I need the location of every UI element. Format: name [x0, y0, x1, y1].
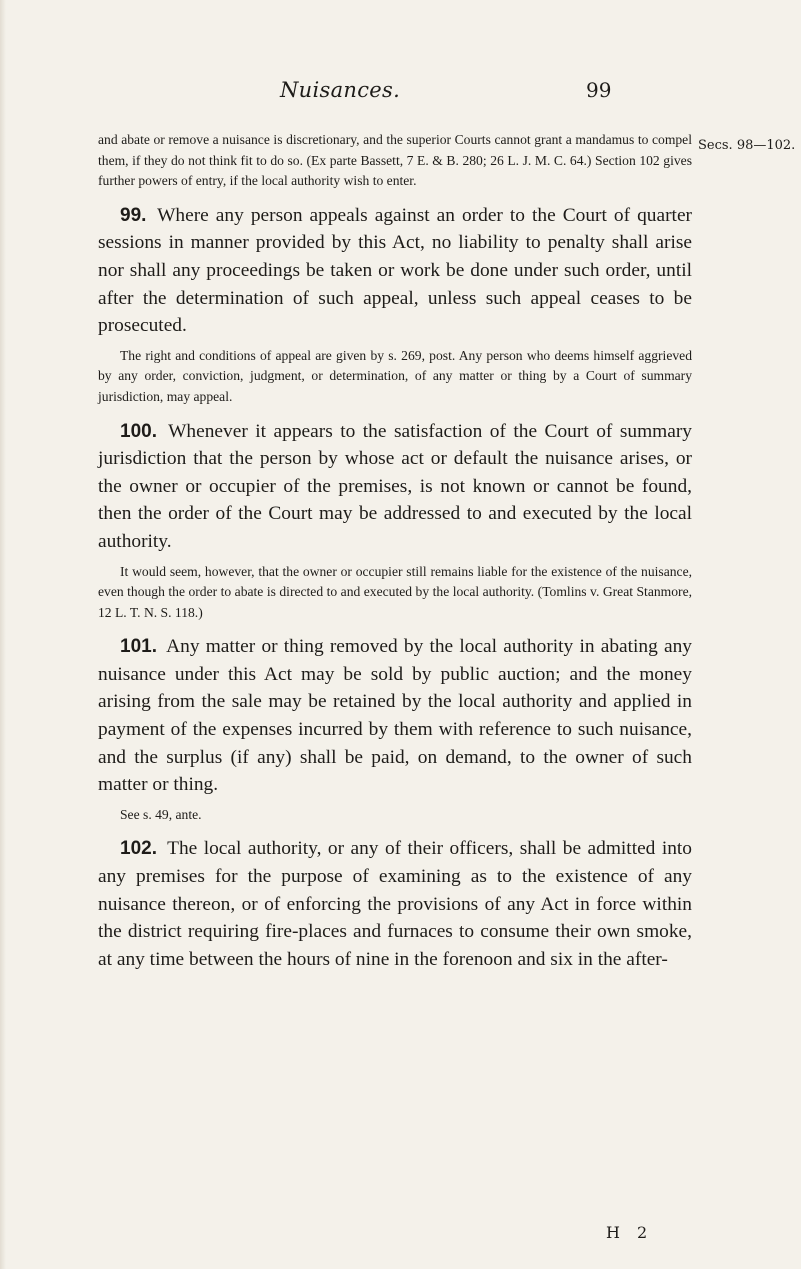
section-text: Any matter or thing removed by the local authority in abating any nuisance under this Act may be sold by public auction; and the money arising from the sale may be retained by the local authority and applied in payment of the expenses incurred by them with reference to such nuisance, and the surplus (if any) shall be paid, on demand, to the owner of such matter or thing.: [98, 636, 692, 796]
section-100: [98, 418, 692, 556]
margin-section-reference: Secs. 98—102.: [698, 138, 796, 153]
section-number: 100.: [120, 420, 157, 442]
signature-mark: H 2: [606, 1223, 654, 1242]
continued-note: and abate or remove a nuisance is discretionary, and the superior Courts cannot grant a mandamus to compel them, if they do not think fit to do so. (Ex parte Bassett, 7 E. & B. 280; 26 L. J. M. C. 64.) Section 102 gives further powers of entry, if the local authority wish to enter.: [98, 132, 692, 189]
scan-edge-shadow: [0, 0, 6, 1269]
section-101-note: See s. 49, ante.: [120, 806, 202, 822]
section-text: Whenever it appears to the satisfaction of the Court of summary jurisdiction that the person by whose act or default the nuisance arises, or the owner or occupier of the premises, is not known or cannot be found, then the order of the Court may be addressed to and executed by the local authority.: [98, 420, 692, 552]
section-text: The local authority, or any of their officers, shall be admitted into any premises for the purpose of examining as to the existence of any nuisance thereon, or of enforcing the provisions of any Act in force within the district requiring fire-places and furnaces to consume their own smoke, at any time between the hours of nine in the forenoon and six in the after-: [98, 838, 693, 970]
section-text: Where any person appeals against an order to the Court of quarter sessions in manner provided by this Act, no liability to penalty shall arise nor shall any proceedings be taken or work be done under such order, until after the determination of such appeal, unless such appeal ceases to be prosecuted.: [98, 204, 693, 337]
page-number: 99: [586, 78, 612, 102]
page-header: [0, 78, 801, 108]
section-100-note: It would seem, however, that the owner or occupier still remains liable for the existence of the nuisance, even though the order to abate is directed to and executed by the local authority. (Tomlins v. Great Stanmore, 12 L. T. N. S. 118.): [98, 563, 692, 620]
section-101: [98, 633, 692, 799]
section-99: [98, 202, 692, 340]
section-99-note: The right and conditions of appeal are given by s. 269, post. Any person who deems himself aggrieved by any order, conviction, judgment, or determination, of any matter or thing by a Court of summary jurisdiction, may appeal.: [98, 347, 692, 404]
section-number: 101.: [120, 636, 157, 658]
section-number: 99.: [120, 204, 147, 226]
page-body: [98, 130, 692, 979]
section-number: 102.: [120, 838, 157, 860]
running-title: Nuisances.: [280, 78, 401, 102]
section-102: [98, 835, 692, 973]
